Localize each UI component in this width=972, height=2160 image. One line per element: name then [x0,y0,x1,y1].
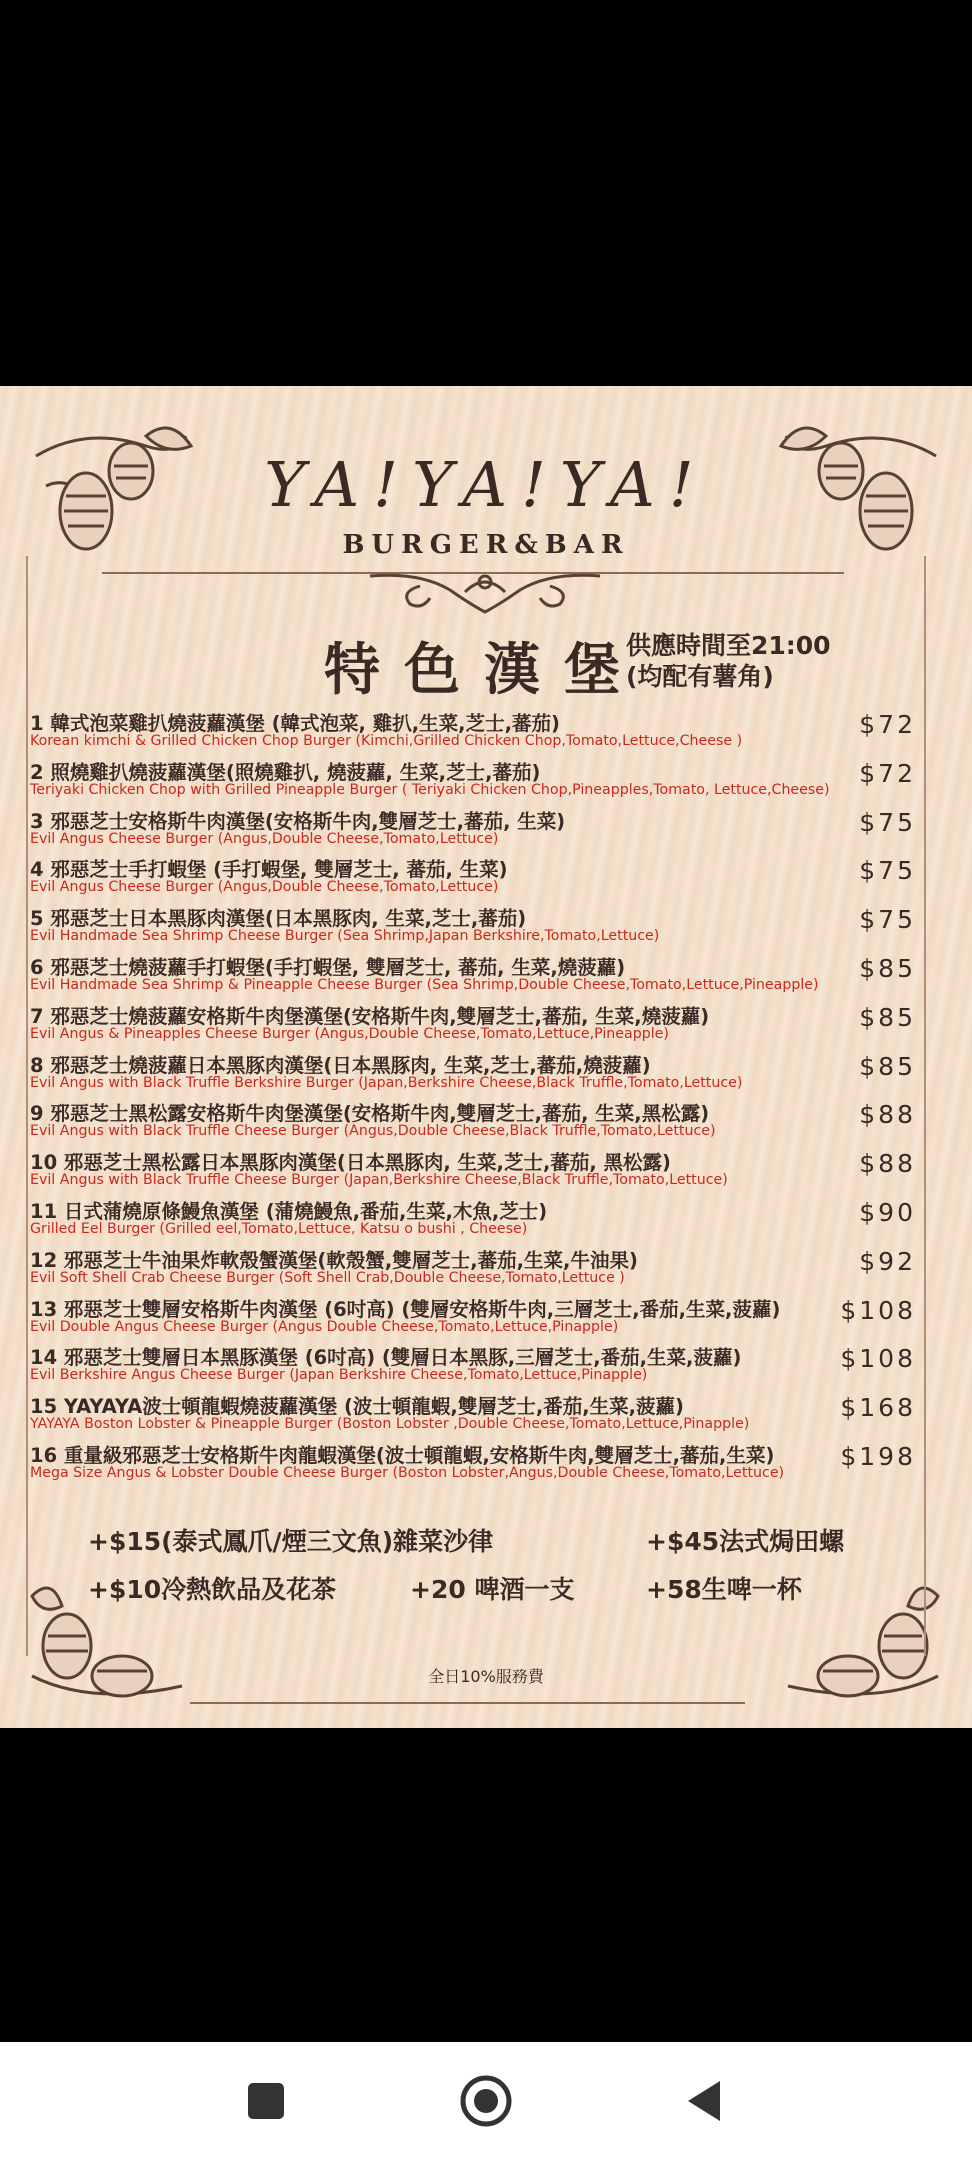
triangle-icon [684,2079,724,2123]
section-title: 特色漢堡 [324,638,644,703]
item-price: $108 [840,1344,916,1374]
item-name-chinese: 3 邪惡芝士安格斯牛肉漢堡(安格斯牛肉,雙層芝士,蕃茄, 生菜) [30,809,566,833]
item-name-english: Evil Handmade Sea Shrimp Cheese Burger (Sea Shrimp,Japan Berkshire,Tomato,Lettuce) [30,928,660,945]
menu-items-list [30,708,920,1489]
item-name-chinese: 7 邪惡芝士燒菠蘿安格斯牛肉堡漢堡(安格斯牛肉,雙層芝士,蕃茄, 生菜,燒菠蘿) [30,1004,710,1028]
item-name-chinese: 10 邪惡芝士黑松露日本黑豚肉漢堡(日本黑豚肉, 生菜,芝士,蕃茄, 黑松露) [30,1151,671,1175]
menu-item [30,1440,920,1489]
item-name-english: YAYAYA Boston Lobster & Pineapple Burger (Boston Lobster ,Double Cheese,Tomato,Lettuce,Pinapple) [30,1416,750,1433]
item-name-chinese: 13 邪惡芝士雙層安格斯牛肉漢堡 (6吋高) (雙層安格斯牛肉,三層芝士,番茄,生菜,菠蘿) [30,1297,781,1321]
item-name-chinese: 14 邪惡芝士雙層日本黑豚漢堡 (6吋高) (雙層日本黑豚,三層芝士,番茄,生菜,菠蘿) [30,1346,742,1370]
item-name-english: Evil Angus with Black Truffle Berkshire Burger (Japan,Berkshire Cheese,Black Truffle,Tomato,Lettuce) [30,1074,743,1091]
item-name-chinese: 1 韓式泡菜雞扒燒菠蘿漢堡 (韓式泡菜, 雞扒,生菜,芝士,蕃茄) [30,712,560,735]
item-name-english: Evil Soft Shell Crab Cheese Burger (Soft Shell Crab,Double Cheese,Tomato,Lettuce ) [30,1269,625,1286]
serving-hours: 供應時間至21:00 [626,631,831,660]
item-name-english: Evil Handmade Sea Shrimp & Pineapple Cheese Burger (Sea Shrimp,Double Cheese,Tomato,Lettuce,Pineapple) [30,976,819,993]
menu-item [30,854,920,903]
item-name-chinese: 11 日式蒲燒原條鰻魚漢堡 (蒲燒鰻魚,番茄,生菜,木魚,芝士) [30,1199,548,1223]
menu-item [30,757,920,806]
menu-item [30,903,920,952]
addon-snails: +$45法式焗田螺 [646,1527,845,1556]
menu-item [30,708,920,757]
item-price: $92 [859,1246,916,1276]
menu-item [30,1098,920,1147]
square-icon [246,2081,286,2121]
top-black-area [0,0,972,386]
item-name-chinese: 4 邪惡芝士手打蝦堡 (手打蝦堡, 雙層芝士, 蕃茄, 生菜) [30,858,508,882]
menu-item [30,1147,920,1196]
menu-item [30,1391,920,1440]
bottom-black-area [0,1728,972,2042]
item-price: $85 [859,1002,916,1032]
item-name-chinese: 15 YAYAYA波士頓龍蝦燒菠蘿漢堡 (波士頓龍蝦,雙層芝士,番茄,生菜,菠蘿) [30,1395,684,1419]
menu-item [30,1050,920,1099]
item-name-english: Teriyaki Chicken Chop with Grilled Pineapple Burger ( Teriyaki Chicken Chop,Pineapples,Tomato, Lettuce,Cheese) [30,781,830,798]
addon-salad: +$15(泰式鳳爪/煙三文魚)雜菜沙律 [88,1527,494,1556]
item-name-english: Evil Double Angus Cheese Burger (Angus Double Cheese,Tomato,Lettuce,Pinapple) [30,1318,619,1335]
item-price: $198 [840,1441,916,1471]
menu-image[interactable] [0,386,972,1728]
recents-button[interactable] [206,2042,326,2160]
item-name-english: Korean kimchi & Grilled Chicken Chop Burger (Kimchi,Grilled Chicken Chop,Tomato,Lettuce,Cheese ) [30,733,743,749]
back-button[interactable] [644,2042,764,2160]
menu-item [30,1196,920,1245]
item-name-english: Evil Angus with Black Truffle Cheese Burger (Angus,Double Cheese,Black Truffle,Tomato,Lettuce) [30,1123,716,1140]
addon-beer-bottle: +20 啤酒一支 [410,1575,575,1604]
section-note [626,630,831,692]
item-price: $72 [859,758,916,788]
item-name-english: Evil Angus Cheese Burger (Angus,Double Cheese,Tomato,Lettuce) [30,830,499,847]
item-name-english: Evil Angus with Black Truffle Cheese Burger (Japan,Berkshire Cheese,Black Truffle,Tomato,Lettuce) [30,1172,728,1189]
divider [190,1702,745,1704]
item-price: $108 [840,1295,916,1325]
menu-item [30,952,920,1001]
item-price: $88 [859,1100,916,1130]
item-price: $90 [859,1197,916,1227]
addon-drinks: +$10冷熱飲品及花茶 [88,1575,337,1604]
item-price: $85 [859,1051,916,1081]
item-price: $72 [859,710,916,739]
addon-beer-draft: +58生啤一杯 [646,1575,802,1604]
home-button[interactable] [426,2042,546,2160]
system-nav-bar [0,2042,972,2160]
served-with-note: (均配有薯角) [626,662,774,691]
item-name-english: Grilled Eel Burger (Grilled eel,Tomato,Lettuce, Katsu o bushi , Cheese) [30,1220,528,1237]
item-price: $88 [859,1149,916,1179]
item-name-chinese: 9 邪惡芝士黑松露安格斯牛肉堡漢堡(安格斯牛肉,雙層芝士,蕃茄, 生菜,黑松露) [30,1102,710,1126]
item-name-english: Evil Angus Cheese Burger (Angus,Double Cheese,Tomato,Lettuce) [30,879,499,896]
item-price: $85 [859,953,916,983]
item-price: $75 [859,807,916,837]
item-price: $75 [859,856,916,886]
circle-icon [459,2074,513,2128]
item-name-english: Mega Size Angus & Lobster Double Cheese Burger (Boston Lobster,Angus,Double Cheese,Tomato,Lettuce) [30,1464,785,1481]
menu-item [30,1342,920,1391]
item-name-chinese: 16 重量級邪惡芝士安格斯牛肉龍蝦漢堡(波士頓龍蝦,安格斯牛肉,雙層芝士,蕃茄,生菜) [30,1443,775,1467]
item-price: $75 [859,905,916,935]
item-price: $168 [840,1393,916,1423]
menu-item [30,1245,920,1294]
item-name-english: Evil Berkshire Angus Cheese Burger (Japan Berkshire Cheese,Tomato,Lettuce,Pinapple) [30,1367,648,1384]
menu-item [30,806,920,855]
brand-title: YA!YA!YA! [264,448,708,521]
menu-item [30,1001,920,1050]
menu-item [30,1294,920,1343]
service-charge-note: 全日10%服務費 [428,1667,544,1686]
item-name-chinese: 2 照燒雞扒燒菠蘿漢堡(照燒雞扒, 燒菠蘿, 生菜,芝士,蕃茄) [30,760,541,784]
scroll-ornament-icon [360,562,610,622]
item-name-chinese: 8 邪惡芝士燒菠蘿日本黑豚肉漢堡(日本黑豚肉, 生菜,芝士,蕃茄,燒菠蘿) [30,1053,651,1077]
brand-subtitle: BURGER&BAR [342,530,630,560]
item-name-chinese: 6 邪惡芝士燒菠蘿手打蝦堡(手打蝦堡, 雙層芝士, 蕃茄, 生菜,燒菠蘿) [30,955,626,979]
item-name-chinese: 5 邪惡芝士日本黑豚肉漢堡(日本黑豚肉, 生菜,芝士,蕃茄) [30,907,527,931]
item-name-english: Evil Angus & Pineapples Cheese Burger (Angus,Double Cheese,Tomato,Lettuce,Pineapple) [30,1025,669,1042]
item-name-chinese: 12 邪惡芝士牛油果炸軟殼蟹漢堡(軟殼蟹,雙層芝士,蕃茄,生菜,牛油果) [30,1248,638,1272]
